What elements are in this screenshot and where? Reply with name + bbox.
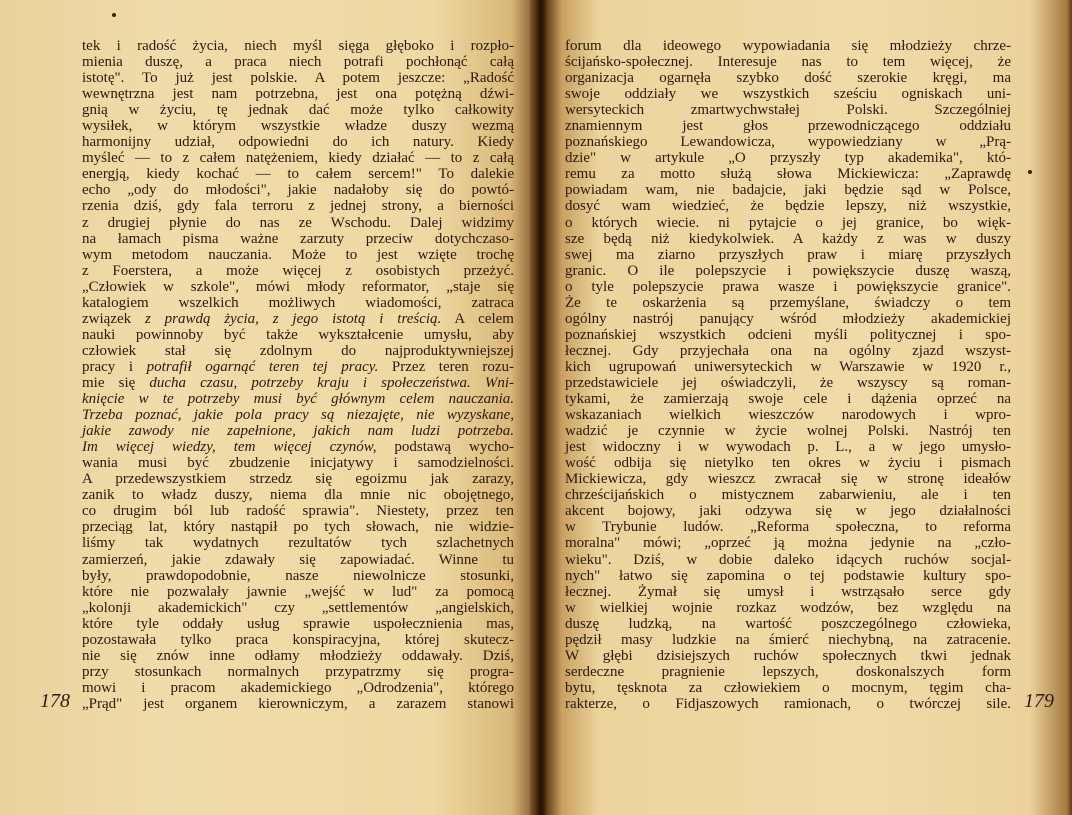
text-line: wym metodom nauczania. Może to jest wzięte trochę: [82, 246, 514, 263]
text-line: organizacja ogarnęła szybko dość szerokie kręgi, ma: [565, 70, 1011, 87]
text-line: nych" łatwo się zapomina o tej podstawie kultury spo-: [565, 567, 1011, 584]
text-segment: związek: [82, 310, 145, 327]
text-line: myśleć — to z całem natężeniem, kiedy działać — to z całą: [82, 150, 514, 167]
text-line: ścijańsko-społecznej. Interesuje nas to tem więcej, że: [565, 54, 1011, 71]
text-line: Że te oskarżenia są przemyślane, świadczy o tem: [565, 294, 1011, 311]
text-line: [82, 407, 514, 423]
text-line: serdeczne pragnienie lepszych, doskonalszych form: [565, 663, 1011, 680]
text-line: nauki powinnoby być także wykształcenie umysłu, aby: [82, 326, 514, 343]
text-line: przeciąg lat, który nastąpił po tych słowach, nie widzie-: [82, 519, 514, 536]
ink-speck: [1028, 170, 1032, 174]
text-segment: pracy i: [82, 358, 147, 375]
text-line: w wielkiej wojnie rozkaz wodzów, bez względu na: [565, 599, 1011, 616]
text-segment: podstawą wycho-: [376, 439, 515, 456]
left-page-body-text: [82, 38, 514, 712]
text-line: przy stosunkach normalnych przypatrzmy się progra-: [82, 663, 514, 680]
ink-speck: [112, 13, 116, 17]
italic-text-segment: ducha czasu, potrzeby kraju i społeczeństwa. Wni-: [149, 374, 514, 391]
text-line: znamiennym jest głos przewodniczącego oddziału: [565, 118, 1011, 135]
text-line: Mickiewicza, gdy wieszcz zwracał się w stronę ideałów: [565, 471, 1011, 488]
text-line: wewnętrzna jest nam potrzebna, jest ona potężną dźwi-: [82, 86, 514, 103]
text-line: wysiłek, w którym wszystkie władze duszy wezmą: [82, 118, 514, 135]
text-line: gnią w życiu, tę jednak dać może tylko całkowity: [82, 102, 514, 119]
text-line: A przedewszystkiem strzedz się egoizmu jak zarazy,: [82, 471, 514, 488]
text-line: mowi i pracom akademickiego „Odrodzenia", którego: [82, 679, 514, 696]
text-line: harmonijny udział, odpowiedni do ich natury. Kiedy: [82, 134, 514, 151]
text-line: bytu, tęsknota za człowiekiem o mocnym, tęgim cha-: [565, 679, 1011, 696]
text-line: wieku". Dziś, w dobie daleko idących ruchów socjal-: [565, 551, 1011, 568]
text-line: jest widoczny i w wywodach p. L., a w jego umysło-: [565, 439, 1011, 456]
text-line: [82, 439, 514, 455]
italic-text-segment: knięcie w te potrzeby musi być głównym celem nauczania.: [82, 391, 514, 408]
page-number-right: 179: [1024, 690, 1054, 712]
text-line: były, prawdopodobnie, nasze niewolnicze stosunki,: [82, 567, 514, 584]
text-line: [82, 375, 514, 391]
text-line: pozostawała tylko praca konspiracyjna, której skutecz-: [82, 631, 514, 648]
text-line: poznańskiej wszystkich odcieni myśli politycznej i spo-: [565, 326, 1011, 343]
text-line: nie się znów inne odłamy młodzieży oddawały. Dziś,: [82, 647, 514, 664]
text-line: istotę". To już jest polskie. A potem jeszcze: „Radość: [82, 70, 514, 87]
text-line: człowiek stał się zdolnym do najproduktywniejszej: [82, 342, 514, 359]
italic-text-segment: potrafił ogarnąć teren tej pracy.: [146, 358, 379, 375]
text-line: z Foerstera, a może więcej z osobistych przeżyć.: [82, 262, 514, 279]
text-line: które nie pozwalały jawnie „wejść w lud" za pomocą: [82, 583, 514, 600]
right-page: [546, 0, 1072, 815]
text-line: tek i radość życia, niech myśl sięga głęboko i rozpło-: [82, 38, 514, 54]
text-line: rakterze, o Fidjaszowych ramionach, o twórczej sile.: [565, 695, 1011, 712]
text-line: które tyle oddały usług sprawie uspołecznienia mas,: [82, 615, 514, 632]
text-line: poznańskiego Lewandowicza, wypowiedziany w „Prą-: [565, 134, 1011, 151]
text-line: W głębi dzisiejszych ruchów społecznych tkwi jednak: [565, 647, 1011, 664]
italic-text-segment: Trzeba poznać, jakie pola pracy są niezajęte, nie wyzyskane,: [82, 407, 514, 424]
text-line: swoje oddziały we wszystkich sześciu ogniskach uni-: [565, 86, 1011, 103]
text-line: z drugiej płynie do nas ze Wschodu. Dalej widzimy: [82, 214, 514, 231]
text-line: liśmy tak wydatnych rezultatów tych szlachetnych: [82, 535, 514, 552]
text-line: [82, 423, 514, 439]
text-line: w Trybunie ludów. „Reforma społeczna, to reforma: [565, 519, 1011, 536]
text-line: rzenia dziś, gdy fala terroru z jednej strony, a bierności: [82, 198, 514, 215]
text-line: zamierzeń, jakie zdawały się zapowiadać. Winne tu: [82, 551, 514, 568]
text-line: „Prąd" jest organem kierowniczym, a zarazem stanowi: [82, 695, 514, 712]
text-line: mienia duszę, a praca niech potrafi pochłonąć całą: [82, 54, 514, 71]
text-line: na łamach pisma ważne zarzuty przeciw dotychczaso-: [82, 230, 514, 247]
text-line: tykami, że zamierzają swoje cele i dążenia oprzeć na: [565, 391, 1011, 408]
text-line: echo „ody do młodości", jakie nadałoby się do powtó-: [82, 182, 514, 199]
text-line: chrześcijańskich o mistycznem zabarwieniu, ale i ten: [565, 487, 1011, 504]
text-line: swej ma ziarno przyszłych praw i miarę przyszłych: [565, 246, 1011, 263]
text-line: przedstawiciele jej oświadczyli, że wszyscy są roman-: [565, 374, 1011, 391]
text-line: granic. O ile polepszycie i powiększycie duszę waszą,: [565, 262, 1011, 279]
text-line: „Człowiek w szkole", mówi młody reformator, „staje się: [82, 278, 514, 295]
italic-text-segment: Im więcej wiedzy, tem więcej czynów,: [82, 439, 377, 456]
italic-text-segment: z prawdą życia, z jego istotą i treścią.: [144, 310, 442, 327]
text-line: [82, 359, 514, 375]
text-line: energją, kiedy kochać — to całem sercem!" To dalekie: [82, 166, 514, 183]
text-line: [82, 311, 514, 327]
text-line: pędził masy ludzkie na śmierć niechybną, na zatracenie.: [565, 631, 1011, 648]
text-line: wania musi być zbudzenie inicjatywy i samodzielności.: [82, 455, 514, 472]
text-line: o których wiecie. ni pytajcie o jej granice, bo więk-: [565, 214, 1011, 231]
text-segment: A celem: [441, 310, 514, 327]
text-line: wersyteckich zmartwychwstałej Polski. Szczególniej: [565, 102, 1011, 119]
text-line: o tyle polepszycie prawa wasze i powiększycie granice".: [565, 278, 1011, 295]
text-line: kich ugrupowań uniwersyteckich w Warszawie w 1920 r.,: [565, 358, 1011, 375]
text-line: co drugim ból lub radość sprawia". Niestety, przez ten: [82, 503, 514, 520]
text-line: wskazaniach wielkich wieszczów narodowych i wpro-: [565, 407, 1011, 424]
page-number-left: 178: [40, 690, 70, 712]
text-line: moralna" mówi; „oprzeć ją można jedynie na „czło-: [565, 535, 1011, 552]
text-line: duszę ludzką, na wartość poszczególnego człowieka,: [565, 615, 1011, 632]
text-line: dzie" w artykule „O przyszły typ akademika", któ-: [565, 150, 1011, 167]
text-line: akcent bojowy, jaki odzywa się w jego działalności: [565, 503, 1011, 520]
text-line: [82, 391, 514, 407]
right-page-body-text: [565, 38, 1011, 712]
italic-text-segment: jakie zawody nie zapełnione, jakich nam ludzi potrzeba.: [82, 423, 514, 440]
text-line: forum dla ideowego wypowiadania się młodzieży chrze-: [565, 38, 1011, 54]
text-segment: mie się: [82, 374, 150, 391]
text-line: katalogiem wszelkich możliwych wiadomości, zatraca: [82, 294, 514, 311]
text-line: sze będą niż kiedykolwiek. A każdy z was w duszy: [565, 230, 1011, 247]
text-line: wość odbija się nietylko ten okres w życiu i pismach: [565, 455, 1011, 472]
text-line: zanik to władz duszy, niema dla mnie nic obojętnego,: [82, 487, 514, 504]
text-line: „kolonji akademickich" czy „settlementów „angielskich,: [82, 599, 514, 616]
text-line: łecznej. Żymał się umysł i wstrząsało serce gdy: [565, 583, 1011, 600]
text-line: ogólny nastrój panujący wśród młodzieży akademickiej: [565, 310, 1011, 327]
text-segment: Przez teren rozu-: [378, 358, 515, 375]
text-line: łecznej. Gdy przyjechała ona na ogólny zjazd wszyst-: [565, 342, 1011, 359]
text-line: powiadam wam, nie badajcie, jaki będzie sąd w Polsce,: [565, 182, 1011, 199]
text-line: remu za motto służą słowa Mickiewicza: „Zaprawdę: [565, 166, 1011, 183]
text-line: dosyć wam wiedzieć, że będzie lepszy, niż wszystkie,: [565, 198, 1011, 215]
text-line: wadzić je czynnie w życie wolnej Polski. Nastrój ten: [565, 423, 1011, 440]
